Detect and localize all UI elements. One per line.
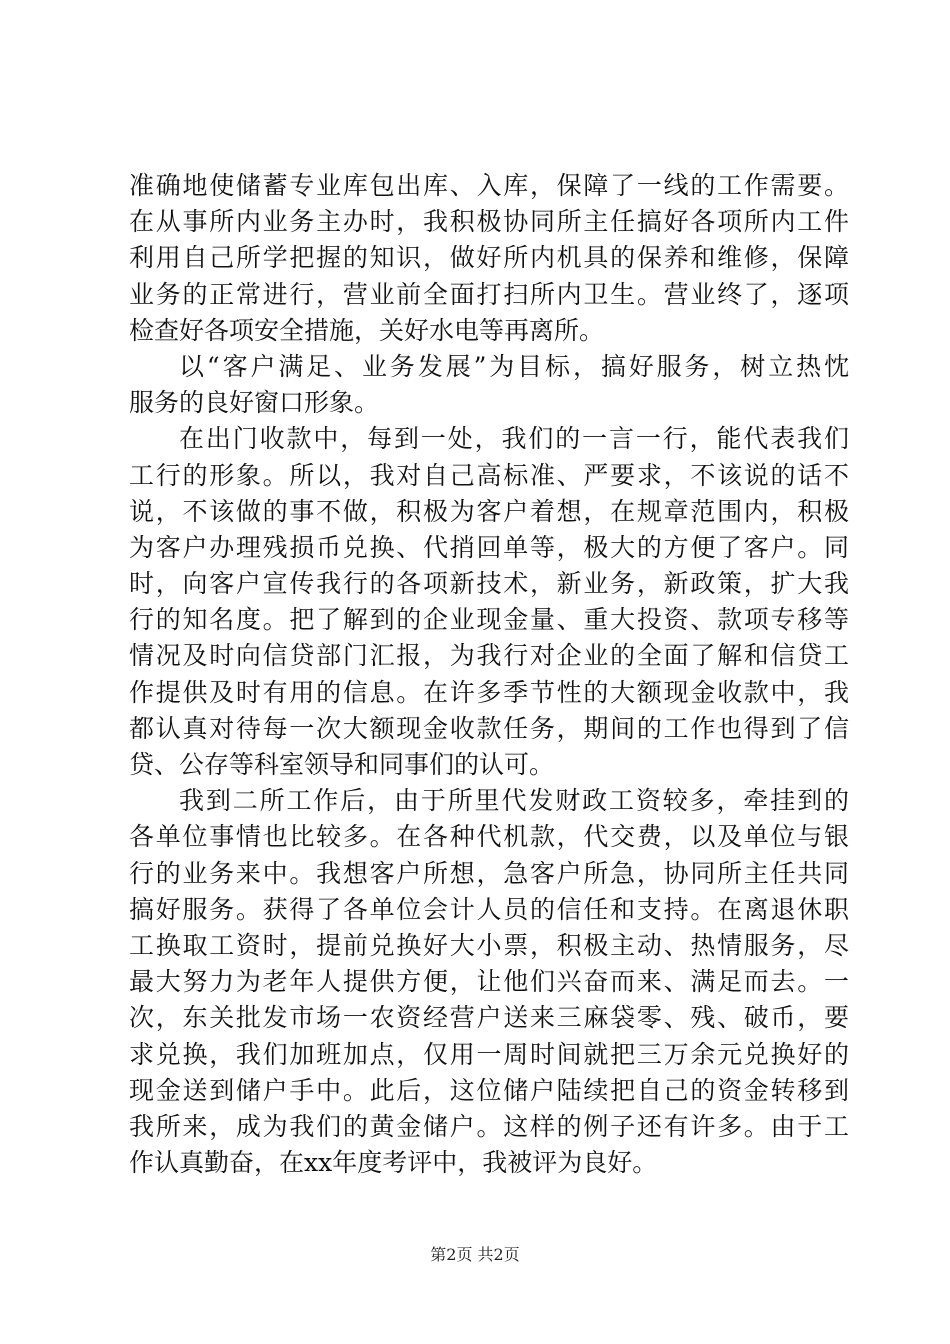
- text-line: 作认真勤奋，在xx年度考评中，我被评为良好。: [129, 1148, 658, 1178]
- text-line: 各单位事情也比较多。在各种代机款，代交费，以及单位与银: [129, 822, 849, 852]
- text-line: 求兑换，我们加班加点，仅用一周时间就把三万余元兑换好的: [129, 1039, 849, 1069]
- text-line: 以“客户满足、业务发展”为目标，搞好服务，树立热忱: [179, 351, 849, 381]
- text-line: 准确地使储蓄专业库包出库、入库，保障了一线的工作需要。: [129, 171, 849, 200]
- text-line: 最大努力为老年人提供方便，让他们兴奋而来、满足而去。一: [129, 967, 849, 997]
- text-line: 业务的正常进行，营业前全面打扫所内卫生。营业终了，逐项: [129, 279, 849, 309]
- text-line: 在从事所内业务主办时，我积极协同所主任搞好各项所内工件: [129, 207, 849, 237]
- text-line: 我到二所工作后，由于所里代发财政工资较多，牵挂到的: [179, 786, 849, 816]
- text-line: 时，向客户宣传我行的各项新技术，新业务，新政策，扩大我: [129, 569, 849, 599]
- text-line: 行的知名度。把了解到的企业现金量、重大投资、款项专移等: [129, 605, 849, 635]
- text-line: 服务的良好窗口形象。: [129, 388, 380, 418]
- document-body: [129, 168, 849, 1181]
- text-line: 工行的形象。所以，我对自己高标准、严要求，不该说的话不: [129, 460, 849, 490]
- text-line: 搞好服务。获得了各单位会计人员的信任和支持。在离退休职: [129, 894, 849, 924]
- text-line: 情况及时向信贷部门汇报，为我行对企业的全面了解和信贷工: [129, 641, 849, 671]
- text-line: 现金送到储户手中。此后，这位储户陆续把自己的资金转移到: [129, 1075, 849, 1105]
- page-footer: 第2页 共2页: [430, 1245, 520, 1264]
- text-line: 为客户办理残损币兑换、代捎回单等，极大的方便了客户。同: [129, 532, 849, 562]
- text-line: 贷、公存等科室领导和同事们的认可。: [129, 750, 555, 779]
- text-line: 检查好各项安全措施，关好水电等再离所。: [129, 315, 605, 345]
- text-line: 都认真对待每一次大额现金收款任务，期间的工作也得到了信: [129, 713, 849, 743]
- text-line: 次，东关批发市场一农资经营户送来三麻袋零、残、破币，要: [129, 1003, 849, 1033]
- text-line: 工换取工资时，提前兑换好大小票，积极主动、热情服务，尽: [129, 930, 849, 960]
- text-line: 作提供及时有用的信息。在许多季节性的大额现金收款中，我: [129, 677, 849, 707]
- text-line: 说，不该做的事不做，积极为客户着想，在规章范围内，积极: [129, 496, 849, 526]
- text-line: 利用自己所学把握的知识，做好所内机具的保养和维修，保障: [129, 243, 849, 273]
- text-line: 在出门收款中，每到一处，我们的一言一行，能代表我们: [179, 424, 849, 454]
- text-line: 行的业务来中。我想客户所想，急客户所急，协同所主任共同: [129, 858, 849, 888]
- text-line: 我所来，成为我们的黄金储户。这样的例子还有许多。由于工: [129, 1111, 849, 1141]
